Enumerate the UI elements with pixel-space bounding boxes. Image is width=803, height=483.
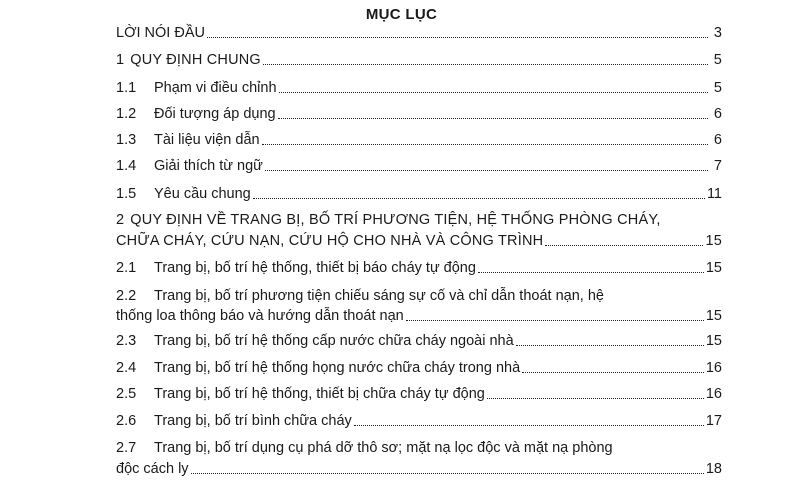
toc-entry-number: 2.4 xyxy=(116,360,137,376)
toc-entry-2-2-line1[interactable] xyxy=(116,285,722,305)
toc-entry-text: QUY ĐỊNH CHUNG xyxy=(130,52,261,68)
toc-entry-number: 2 xyxy=(116,212,125,228)
toc-entry-number: 1 xyxy=(116,52,125,68)
dot-leader xyxy=(516,345,704,346)
dot-leader xyxy=(406,320,704,321)
toc-page-number: 7 xyxy=(713,158,722,174)
toc-entry-text: Giải thích từ ngữ xyxy=(154,158,263,174)
toc-entry-number: 1.1 xyxy=(116,80,137,96)
toc-entry-2-6[interactable] xyxy=(116,410,722,430)
toc-entry-number: 1.4 xyxy=(116,158,137,174)
toc-page-number: 3 xyxy=(713,25,722,41)
toc-entry-2-line1[interactable] xyxy=(116,209,722,229)
toc-entry-2-line2[interactable] xyxy=(116,230,722,250)
toc-page-number: 15 xyxy=(705,308,722,324)
toc-entry-1-3[interactable] xyxy=(116,129,722,149)
toc-entry-2-1[interactable] xyxy=(116,257,722,277)
toc-entry-text: Trang bị, bố trí hệ thống họng nước chữa cháy trong nhà xyxy=(154,360,521,376)
toc-entry-text: Đối tượng áp dụng xyxy=(154,106,276,122)
toc-page-number: 5 xyxy=(713,52,722,68)
toc-entry-2-3[interactable] xyxy=(116,330,722,350)
dot-leader xyxy=(207,37,708,38)
toc-entry-text: Trang bị, bố trí hệ thống, thiết bị chữa cháy tự động xyxy=(154,386,485,402)
toc-entry-1-5[interactable] xyxy=(116,183,722,203)
toc-entry-1-1[interactable] xyxy=(116,77,722,97)
toc-page-number: 16 xyxy=(705,360,722,376)
toc-page-number: 6 xyxy=(713,106,722,122)
dot-leader xyxy=(279,92,708,93)
toc-entry-text: Phạm vi điều chỉnh xyxy=(154,80,277,96)
dot-leader xyxy=(262,144,708,145)
toc-entry-2-5[interactable] xyxy=(116,383,722,403)
page-title: MỤC LỤC xyxy=(365,6,438,23)
toc-entry-text: LỜI NÓI ĐẦU xyxy=(116,25,205,41)
dot-leader xyxy=(265,170,708,171)
toc-entry-2-7-line2[interactable] xyxy=(116,458,722,478)
toc-entry-text: thống loa thông báo và hướng dẫn thoát nạn xyxy=(116,308,404,324)
dot-leader xyxy=(354,425,704,426)
toc-entry-2-4[interactable] xyxy=(116,357,722,377)
dot-leader xyxy=(545,245,703,246)
toc-entry-text: độc cách ly xyxy=(116,461,189,477)
toc-page-number: 6 xyxy=(713,132,722,148)
toc-entry-number: 2.1 xyxy=(116,260,137,276)
toc-entry-2-2-line2[interactable] xyxy=(116,305,722,325)
toc-entry-text: Trang bị, bố trí bình chữa cháy xyxy=(154,413,352,429)
toc-entry-number: 1.2 xyxy=(116,106,137,122)
toc-entry-2-7-line1[interactable] xyxy=(116,437,722,457)
toc-entry-text: Trang bị, bố trí phương tiện chiếu sáng sự cố và chỉ dẫn thoát nạn, hệ xyxy=(154,288,604,304)
toc-entry-number: 2.5 xyxy=(116,386,137,402)
toc-entry-text: Yêu cầu chung xyxy=(154,186,251,202)
toc-page-number: 16 xyxy=(705,386,722,402)
dot-leader xyxy=(522,372,704,373)
dot-leader xyxy=(253,198,705,199)
toc-page-number: 15 xyxy=(705,233,722,249)
toc-entry-text: Tài liệu viện dẫn xyxy=(154,132,260,148)
dot-leader xyxy=(487,398,704,399)
dot-leader xyxy=(478,272,704,273)
toc-page-number: 15 xyxy=(705,260,722,276)
toc-entry-text: QUY ĐỊNH VỀ TRANG BỊ, BỐ TRÍ PHƯƠNG TIỆN, HỆ THỐNG PHÒNG CHÁY, xyxy=(130,212,661,228)
toc-entry-text: Trang bị, bố trí dụng cụ phá dỡ thô sơ; mặt nạ lọc độc và mặt nạ phòng xyxy=(154,440,613,456)
toc-entry-number: 2.6 xyxy=(116,413,137,429)
toc-entry-1-2[interactable] xyxy=(116,103,722,123)
toc-entry-number: 2.2 xyxy=(116,288,137,304)
toc-page-number: 5 xyxy=(713,80,722,96)
toc-page-number: 15 xyxy=(705,333,722,349)
toc-page-number: 17 xyxy=(705,413,722,429)
dot-leader xyxy=(191,473,704,474)
dot-leader xyxy=(278,118,708,119)
toc-entry-number: 1.5 xyxy=(116,186,137,202)
toc-page-number: 18 xyxy=(705,461,722,477)
toc-entry-1[interactable] xyxy=(116,49,722,69)
toc-entry-foreword[interactable] xyxy=(116,22,722,42)
toc-entry-text: Trang bị, bố trí hệ thống cấp nước chữa cháy ngoài nhà xyxy=(154,333,514,349)
toc-entry-number: 2.7 xyxy=(116,440,137,456)
dot-leader xyxy=(263,64,708,65)
toc-entry-number: 2.3 xyxy=(116,333,137,349)
toc-page-number: 11 xyxy=(706,186,722,202)
toc-entry-number: 1.3 xyxy=(116,132,137,148)
toc-entry-1-4[interactable] xyxy=(116,155,722,175)
toc-entry-text: CHỮA CHÁY, CỨU NẠN, CỨU HỘ CHO NHÀ VÀ CÔNG TRÌNH xyxy=(116,233,544,249)
toc-entry-text: Trang bị, bố trí hệ thống, thiết bị báo cháy tự động xyxy=(154,260,476,276)
